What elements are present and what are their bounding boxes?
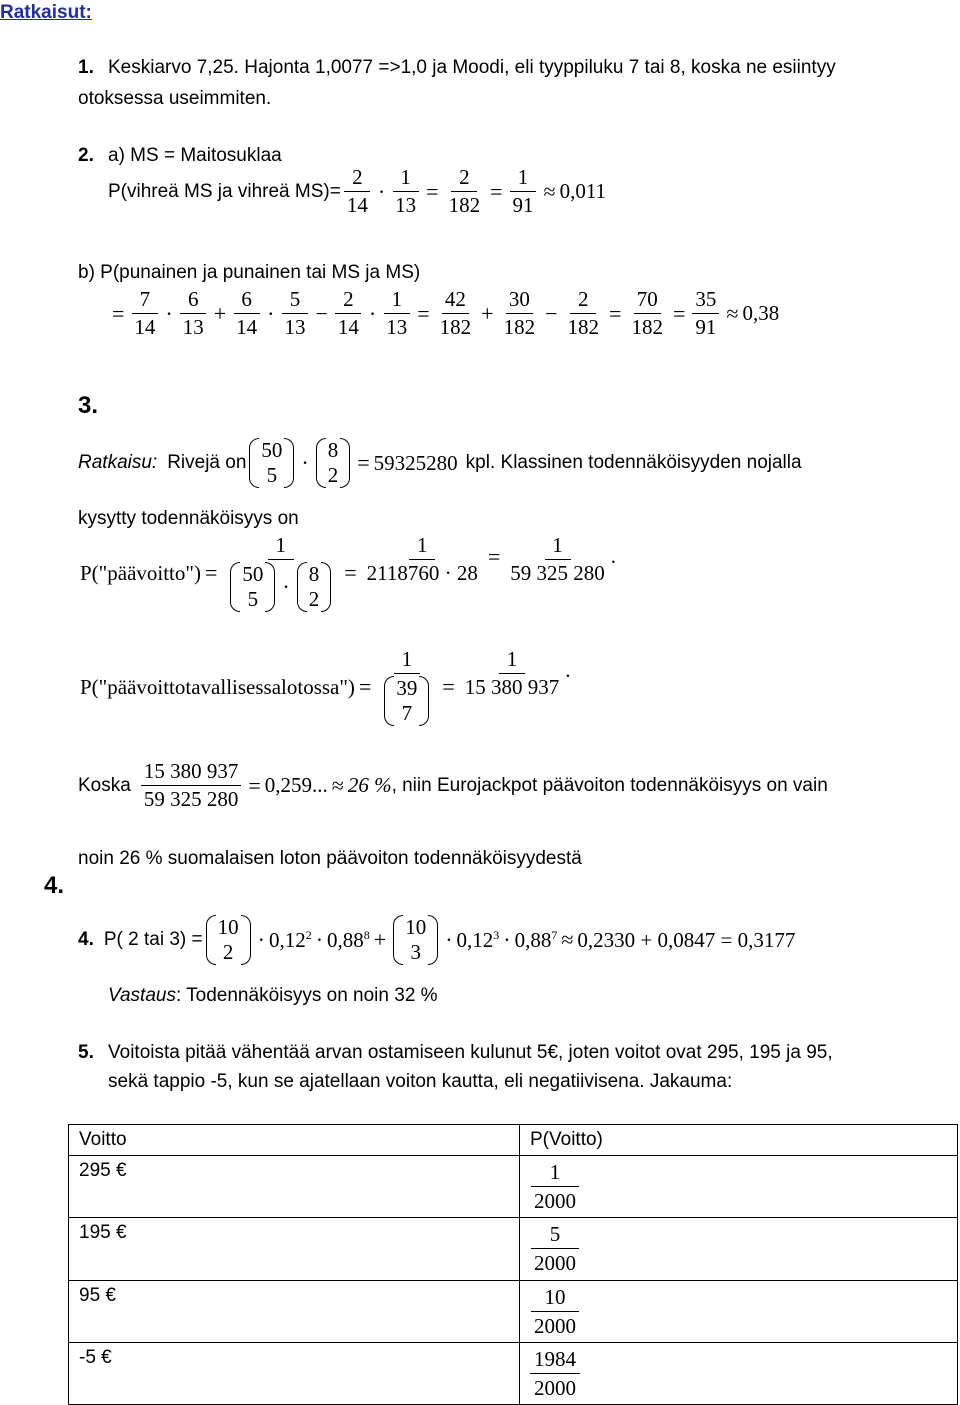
page-title: Ratkaisut: <box>0 2 92 23</box>
vastaus-label: Vastaus <box>108 985 176 1006</box>
rows-tail: kpl. Klassinen todennäköisyyden nojalla <box>465 452 802 474</box>
table-cell: 295 € <box>69 1156 520 1218</box>
comparison-tail: , niin Eurojackpot päävoiton todennäköisyys on vain <box>391 774 828 796</box>
rows-value: 59325280 <box>373 450 458 475</box>
binomial: 10 2 <box>206 915 251 965</box>
fraction: $\frac{6}{13}$ <box>180 288 207 339</box>
fraction: $\frac{1}{13}$ <box>383 288 410 339</box>
item-number-4: 4. <box>78 929 94 951</box>
answer-2a-expression: P(vihreä MS ja vihreä MS)= $\frac{2}{14}$ · $\frac{1}{13}$ = $\frac{2}{182}$ = $\frac{1}{91}$ ≈ 0,011 <box>108 165 607 218</box>
answer-3-probability: P("päävoitto") = 1 50 5 · 8 2 = $\frac{1}{2118760 \cdot 28}$ = $\frac{1}{59 325 280}$ . <box>80 533 617 612</box>
table-row <box>69 1280 958 1342</box>
answer-3-line2: kysytty todennäköisyys on <box>78 508 299 529</box>
fraction: $\frac{7}{14}$ <box>131 288 158 339</box>
item-number-2: 2. <box>78 145 94 166</box>
answer-1-line1: Keskiarvo 7,25. Hajonta 1,0077 =>1,0 ja Moodi, eli tyyppiluku 7 tai 8, koska ne esiintyy <box>108 57 836 78</box>
item-number-3: 3. <box>78 392 99 419</box>
side-number-4: 4. <box>44 872 65 899</box>
answer-3-rows: Ratkaisu: Rivejä on 50 5 · 8 2 = 59325280 kpl. Klassinen todennäköisyyden nojalla <box>78 438 802 488</box>
table-header-row <box>69 1125 958 1156</box>
answer-2a-result: 0,011 <box>559 179 607 204</box>
answer-1-line2: otoksessa useimmiten. <box>78 88 272 109</box>
answer-3-lotto-probability: P("päävoittotavallisessalotossa") = 1 39 7 = $\frac{1}{15 380 937}$ . <box>80 647 571 726</box>
koska-label: Koska <box>78 774 131 796</box>
answer-5-line2: sekä tappio -5, kun se ajatellaan voiton kautta, eli negatiivisena. Jakauma: <box>108 1071 733 1092</box>
column-header: Voitto <box>69 1125 520 1156</box>
answer-2a-label: a) MS = Maitosuklaa <box>108 145 282 166</box>
answer-4-conclusion <box>108 985 438 1007</box>
ratkaisu-label: Ratkaisu: <box>78 452 158 474</box>
table-row <box>69 1342 958 1404</box>
fraction: $\frac{70}{182}$ <box>631 287 663 340</box>
table-cell: $\frac{5}{2000}$ <box>520 1218 958 1280</box>
answer-2b-label: b) P(punainen ja punainen tai MS ja MS) <box>78 262 421 283</box>
fraction: $\frac{6}{14}$ <box>233 288 260 339</box>
rows-label: Rivejä on <box>167 452 247 474</box>
column-header: P(Voitto) <box>520 1125 958 1156</box>
fraction: $\frac{30}{182}$ <box>503 287 536 340</box>
answer-5-line1: Voitoista pitää vähentää arvan ostamiseen kulunut 5€, joten voitot ovat 295, 195 ja 95, <box>108 1042 833 1063</box>
fraction: $\frac{1}{2118760 \cdot 28}$ <box>366 533 478 586</box>
vastaus-text: : Todennäköisyys on noin 32 % <box>175 985 438 1006</box>
fraction: $\frac{42}{182}$ <box>439 287 472 340</box>
binomial: 10 3 <box>393 915 438 965</box>
answer-2a-lead: P(vihreä MS ja vihreä MS)= <box>108 180 341 202</box>
table-row <box>69 1218 958 1280</box>
binomial: 8 2 <box>316 438 351 488</box>
table-cell: $\frac{1984}{2000}$ <box>520 1342 958 1404</box>
binomial: 50 5 <box>249 438 294 488</box>
fraction: $\frac{35}{91}$ <box>692 288 719 339</box>
probability-label: P("päävoitto") <box>80 560 201 585</box>
fraction: $\frac{15 380 937}{59 325 280}$ <box>141 760 242 811</box>
fraction: $\frac{2}{14}$ <box>335 288 362 339</box>
table-cell: $\frac{1}{2000}$ <box>520 1156 958 1218</box>
answer-4-expression: 4. P( 2 tai 3) = 10 2 · 0,12$^2$ · 0,88$^8$ + 10 3 · 0,12$^3$ · 0,88$^7$ ≈ 0,2330 + 0,0847 = 0,3177 <box>78 915 796 965</box>
distribution-table <box>68 1124 958 1405</box>
item-number-1: 1. <box>78 57 94 78</box>
answer-4-result: 0,2330 + 0,0847 = 0,3177 <box>577 927 796 952</box>
fraction: $\frac{1}{59 325 280}$ <box>510 533 605 586</box>
fraction: $\frac{2}{14}$ <box>344 166 371 217</box>
fraction: $\frac{1}{91}$ <box>510 166 537 217</box>
fraction: $\frac{1}{15 380 937}$ <box>464 647 560 700</box>
table-cell: -5 € <box>69 1342 520 1404</box>
table-row <box>69 1156 958 1218</box>
fraction: $\frac{2}{182}$ <box>448 165 481 218</box>
answer-3-comparison: Koska $\frac{15 380 937}{59 325 280}$ = 0,259... ≈ 26 % , niin Eurojackpot päävoiton todennäköisyys on vain <box>78 759 828 812</box>
answer-2b-result: 0,38 <box>742 301 780 326</box>
item-number-5: 5. <box>78 1042 94 1063</box>
answer-2b-expression: = $\frac{7}{14}$ · $\frac{6}{13}$ + $\frac{6}{14}$ · $\frac{5}{13}$ − $\frac{2}{14}$ · $\frac{1}{13}$ = $\frac{42}{182}$ + $\frac{30}{182}$ − $\frac{2}{182}$ = $\frac{70}{182}$ = $\frac{35}{91}$ ≈ 0,38 <box>112 287 780 340</box>
fraction: 1 50 5 · 8 2 <box>224 534 337 612</box>
ratio-value: 0,259... <box>264 773 328 798</box>
fraction: $\frac{5}{13}$ <box>282 288 309 339</box>
table-cell: 95 € <box>69 1280 520 1342</box>
table-cell: 195 € <box>69 1218 520 1280</box>
table-cell: $\frac{10}{2000}$ <box>520 1280 958 1342</box>
fraction: 1 39 7 <box>378 648 435 726</box>
ratio-percent: 26 % <box>347 773 392 798</box>
answer-4-lead: P( 2 tai 3) = <box>103 929 203 951</box>
lotto-probability-label: P("päävoittotavallisessalotossa") <box>80 674 355 699</box>
fraction: $\frac{1}{13}$ <box>392 166 419 217</box>
answer-3-line-final: noin 26 % suomalaisen loton päävoiton todennäköisyydestä <box>78 848 582 869</box>
fraction: $\frac{2}{182}$ <box>567 287 600 340</box>
